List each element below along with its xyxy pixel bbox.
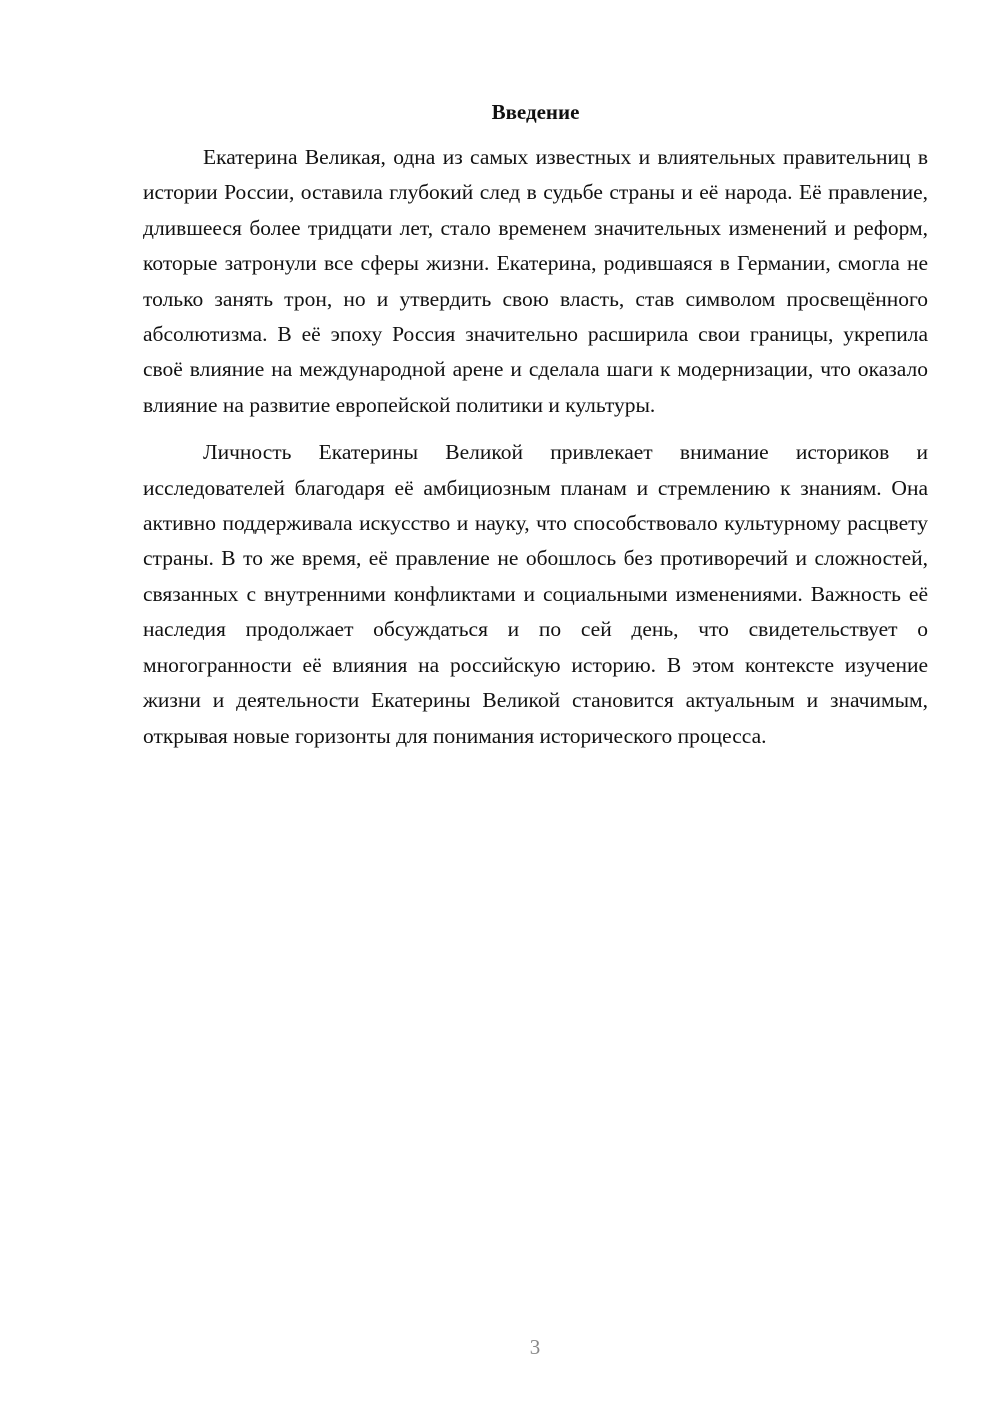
section-title: Введение <box>491 100 580 124</box>
page-number: 3 <box>529 1335 541 1359</box>
intro-paragraph-2: Личность Екатерины Великой привлекает внимание историков и исследователей благодаря её амбициозным планам и стремлению к знаниям. Она активно поддерживала искусство и науку, что способствовало культурному расцвету страны. В то же время, её правление не обошлось без противоречий и сложностей, связанных с внутренними конфликтами и социальными изменениями. Важность её наследия продолжает обсуждаться и по сей день, что свидетельствует о многогранности её влияния на российскую историю. В этом контексте изучение жизни и деятельности Екатерины Великой становится актуальным и значимым, открывая новые горизонты для понимания исторического процесса. <box>143 440 928 748</box>
page-content <box>143 96 928 754</box>
intro-paragraph-1: Екатерина Великая, одна из самых известных и влиятельных правительниц в истории России, оставила глубокий след в судьбе страны и её народа. Её правление, длившееся более тридцати лет, стало временем значительных изменений и реформ, которые затронули все сферы жизни. Екатерина, родившаяся в Германии, смогла не только занять трон, но и утвердить свою власть, став символом просвещённого абсолютизма. В её эпоху Россия значительно расширила свои границы, укрепила своё влияние на международной арене и сделала шаги к модернизации, что оказало влияние на развитие европейской политики и культуры. <box>143 145 928 417</box>
